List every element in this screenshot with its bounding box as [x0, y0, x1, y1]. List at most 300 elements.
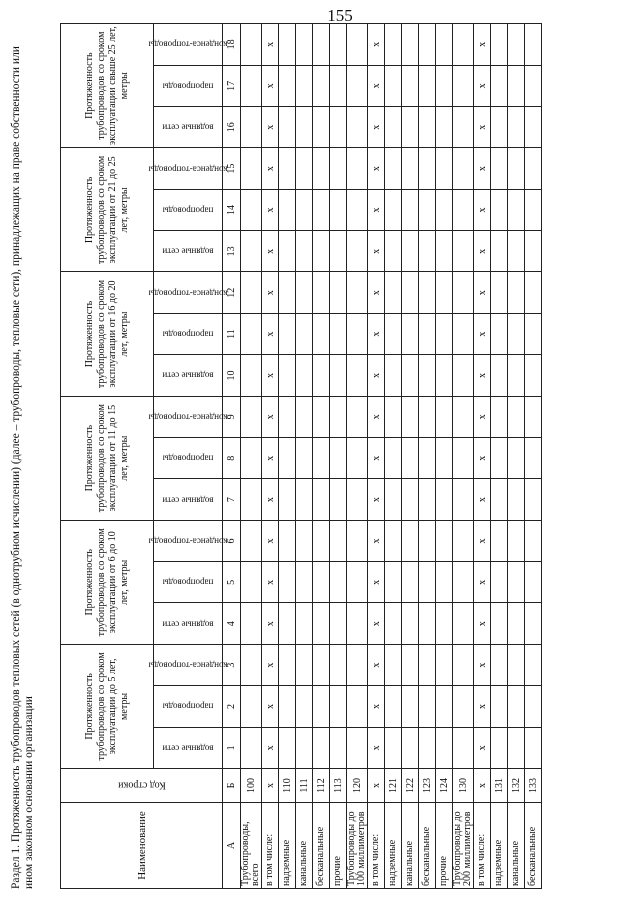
value-cell [385, 272, 402, 313]
not-applicable-mark: x [474, 562, 491, 603]
value-cell [385, 603, 402, 644]
value-cell [453, 355, 474, 396]
value-cell [313, 520, 330, 561]
row-code: 123 [419, 769, 436, 803]
value-cell [347, 148, 368, 189]
value-cell [279, 272, 296, 313]
value-cell [241, 65, 262, 106]
row-code: 121 [385, 769, 402, 803]
value-cell [436, 520, 453, 561]
value-cell [279, 231, 296, 272]
value-cell [347, 355, 368, 396]
not-applicable-mark: x [262, 438, 279, 479]
value-cell [330, 479, 347, 520]
subcolumn-header-label: водяные сети [162, 743, 214, 754]
value-cell [385, 686, 402, 727]
value-cell [419, 520, 436, 561]
header-row-groups [61, 24, 154, 889]
not-applicable-mark: x [368, 189, 385, 230]
table-row [262, 24, 279, 889]
value-cell [313, 24, 330, 66]
not-applicable-mark: x [368, 355, 385, 396]
value-cell [491, 396, 508, 437]
value-cell [347, 396, 368, 437]
value-cell [279, 479, 296, 520]
value-cell [279, 562, 296, 603]
subcolumn-header-label: паропроводы [162, 701, 214, 712]
column-number: 10 [223, 355, 241, 396]
value-cell [241, 313, 262, 354]
subcolumn-header [154, 438, 223, 479]
value-cell [330, 727, 347, 768]
value-cell [525, 313, 542, 354]
not-applicable-mark: x [474, 231, 491, 272]
value-cell [419, 313, 436, 354]
value-cell [385, 313, 402, 354]
value-cell [436, 644, 453, 685]
not-applicable-mark: x [262, 107, 279, 148]
subcolumn-header [154, 65, 223, 106]
not-applicable-mark: x [474, 24, 491, 66]
value-cell [347, 65, 368, 106]
value-cell [241, 189, 262, 230]
value-cell [491, 520, 508, 561]
column-header-code-label: Код строки [117, 780, 166, 791]
value-cell [402, 396, 419, 437]
value-cell [491, 24, 508, 66]
value-cell [419, 727, 436, 768]
subcolumn-header-label: водяные сети [162, 370, 214, 381]
value-cell [419, 107, 436, 148]
value-cell [241, 107, 262, 148]
column-number: 14 [223, 189, 241, 230]
value-cell [491, 603, 508, 644]
value-cell [313, 396, 330, 437]
value-cell [296, 148, 313, 189]
value-cell [385, 520, 402, 561]
subcolumn-header [148, 272, 228, 313]
not-applicable-mark: x [368, 438, 385, 479]
value-cell [491, 727, 508, 768]
not-applicable-mark: x [368, 520, 385, 561]
value-cell [419, 562, 436, 603]
value-cell [296, 603, 313, 644]
value-cell [453, 148, 474, 189]
value-cell [525, 727, 542, 768]
value-cell [279, 24, 296, 66]
row-name: в том числе: [474, 803, 491, 889]
row-name: прочие [436, 803, 453, 889]
value-cell [419, 189, 436, 230]
column-group-header: Протяженность трубопроводов со сроком эксплуатации от 11 до 15 лет, метры [61, 396, 154, 520]
value-cell [436, 727, 453, 768]
not-applicable-mark: x [474, 603, 491, 644]
row-code: 100 [241, 769, 262, 803]
not-applicable-mark: x [474, 520, 491, 561]
value-cell [402, 644, 419, 685]
table-row [419, 24, 436, 889]
subcolumn-header-label: конденса-топроводы [148, 660, 228, 671]
value-cell [347, 24, 368, 66]
not-applicable-mark: x [262, 727, 279, 768]
value-cell [453, 479, 474, 520]
column-group-header: Протяженность трубопроводов со сроком эксплуатации от 21 до 25 лет, метры [61, 148, 154, 272]
value-cell [241, 438, 262, 479]
value-cell [419, 24, 436, 66]
subcolumn-header-label: конденса-топроводы [148, 412, 228, 423]
value-cell [525, 603, 542, 644]
value-cell [508, 272, 525, 313]
column-number: 7 [223, 479, 241, 520]
value-cell [508, 396, 525, 437]
value-cell [279, 148, 296, 189]
row-name: канальные [508, 803, 525, 889]
value-cell [313, 231, 330, 272]
value-cell [491, 189, 508, 230]
value-cell [491, 65, 508, 106]
not-applicable-mark: x [368, 479, 385, 520]
column-number: 4 [223, 603, 241, 644]
not-applicable-mark: x [474, 727, 491, 768]
value-cell [419, 65, 436, 106]
value-cell [241, 148, 262, 189]
value-cell [508, 65, 525, 106]
subcolumn-header [154, 562, 223, 603]
value-cell [402, 148, 419, 189]
value-cell [491, 644, 508, 685]
value-cell [347, 562, 368, 603]
value-cell [241, 396, 262, 437]
row-code: х [474, 769, 491, 803]
column-number: 1 [223, 727, 241, 768]
value-cell [385, 107, 402, 148]
not-applicable-mark: x [368, 644, 385, 685]
row-name: надземные [491, 803, 508, 889]
value-cell [241, 686, 262, 727]
value-cell [279, 727, 296, 768]
value-cell [279, 686, 296, 727]
value-cell [525, 520, 542, 561]
not-applicable-mark: x [262, 24, 279, 66]
table-row [330, 24, 347, 889]
table-row [368, 24, 385, 889]
value-cell [525, 272, 542, 313]
value-cell [296, 313, 313, 354]
value-cell [491, 479, 508, 520]
value-cell [453, 313, 474, 354]
value-cell [279, 65, 296, 106]
value-cell [436, 479, 453, 520]
subcolumn-header [154, 189, 223, 230]
not-applicable-mark: x [368, 65, 385, 106]
value-cell [419, 231, 436, 272]
value-cell [347, 107, 368, 148]
value-cell [296, 686, 313, 727]
value-cell [330, 355, 347, 396]
value-cell [385, 24, 402, 66]
value-cell [419, 644, 436, 685]
value-cell [419, 148, 436, 189]
table-row [313, 24, 330, 889]
not-applicable-mark: x [262, 272, 279, 313]
not-applicable-mark: x [262, 231, 279, 272]
value-cell [241, 520, 262, 561]
value-cell [508, 727, 525, 768]
value-cell [330, 107, 347, 148]
value-cell [279, 107, 296, 148]
subcolumn-header [154, 479, 223, 520]
not-applicable-mark: x [474, 396, 491, 437]
value-cell [508, 603, 525, 644]
column-number: 16 [223, 107, 241, 148]
value-cell [525, 562, 542, 603]
value-cell [296, 479, 313, 520]
value-cell [296, 272, 313, 313]
value-cell [385, 231, 402, 272]
subcolumn-header [154, 313, 223, 354]
column-number: А [223, 803, 241, 889]
value-cell [385, 65, 402, 106]
value-cell [525, 396, 542, 437]
row-name: надземные [279, 803, 296, 889]
value-cell [241, 231, 262, 272]
value-cell [296, 438, 313, 479]
value-cell [330, 396, 347, 437]
value-cell [491, 148, 508, 189]
subcolumn-header [154, 727, 223, 768]
pipeline-length-table [60, 23, 542, 889]
subcolumn-header-label: конденса-топроводы [148, 39, 228, 50]
value-cell [347, 438, 368, 479]
column-number: 17 [223, 65, 241, 106]
value-cell [330, 65, 347, 106]
value-cell [330, 644, 347, 685]
subcolumn-header [148, 396, 228, 437]
column-number: 11 [223, 313, 241, 354]
value-cell [491, 272, 508, 313]
value-cell [347, 272, 368, 313]
value-cell [525, 231, 542, 272]
subcolumn-header [148, 148, 228, 189]
row-code: 130 [453, 769, 474, 803]
not-applicable-mark: x [474, 107, 491, 148]
value-cell [347, 520, 368, 561]
not-applicable-mark: x [368, 313, 385, 354]
value-cell [402, 562, 419, 603]
subcolumn-header-label: конденса-топроводы [148, 536, 228, 547]
value-cell [296, 562, 313, 603]
value-cell [330, 520, 347, 561]
subcolumn-header-label: паропроводы [162, 577, 214, 588]
value-cell [279, 520, 296, 561]
value-cell [347, 727, 368, 768]
value-cell [525, 148, 542, 189]
column-number: 2 [223, 686, 241, 727]
not-applicable-mark: x [262, 148, 279, 189]
value-cell [508, 644, 525, 685]
not-applicable-mark: x [368, 272, 385, 313]
value-cell [330, 231, 347, 272]
not-applicable-mark: x [262, 189, 279, 230]
value-cell [508, 313, 525, 354]
value-cell [347, 603, 368, 644]
subcolumn-header [148, 644, 228, 685]
value-cell [313, 644, 330, 685]
value-cell [385, 727, 402, 768]
subcolumn-header-label: конденса-топроводы [148, 164, 228, 175]
value-cell [525, 479, 542, 520]
value-cell [453, 189, 474, 230]
row-code: 132 [508, 769, 525, 803]
value-cell [313, 686, 330, 727]
not-applicable-mark: x [262, 686, 279, 727]
not-applicable-mark: x [262, 644, 279, 685]
value-cell [279, 189, 296, 230]
value-cell [347, 231, 368, 272]
value-cell [279, 644, 296, 685]
value-cell [508, 189, 525, 230]
value-cell [402, 520, 419, 561]
not-applicable-mark: x [474, 148, 491, 189]
value-cell [347, 313, 368, 354]
value-cell [385, 148, 402, 189]
value-cell [525, 107, 542, 148]
subcolumn-header-label: водяные сети [162, 495, 214, 506]
table-row [525, 24, 542, 889]
value-cell [241, 24, 262, 66]
value-cell [419, 479, 436, 520]
not-applicable-mark: x [262, 313, 279, 354]
row-code: 113 [330, 769, 347, 803]
not-applicable-mark: x [474, 479, 491, 520]
value-cell [508, 231, 525, 272]
value-cell [330, 24, 347, 66]
value-cell [330, 562, 347, 603]
value-cell [241, 603, 262, 644]
not-applicable-mark: x [474, 313, 491, 354]
not-applicable-mark: x [368, 686, 385, 727]
subcolumn-header-label: паропроводы [162, 453, 214, 464]
value-cell [241, 562, 262, 603]
not-applicable-mark: x [262, 603, 279, 644]
column-group-header: Протяженность трубопроводов со сроком эксплуатации свыше 25 лет, метры [61, 24, 154, 148]
value-cell [313, 107, 330, 148]
column-number: 18 [223, 24, 241, 66]
value-cell [402, 313, 419, 354]
value-cell [330, 313, 347, 354]
value-cell [402, 107, 419, 148]
value-cell [385, 438, 402, 479]
value-cell [508, 520, 525, 561]
value-cell [436, 107, 453, 148]
value-cell [313, 479, 330, 520]
not-applicable-mark: x [474, 189, 491, 230]
value-cell [436, 272, 453, 313]
row-code: 110 [279, 769, 296, 803]
value-cell [436, 686, 453, 727]
value-cell [453, 520, 474, 561]
value-cell [436, 65, 453, 106]
value-cell [279, 438, 296, 479]
subcolumn-header [154, 686, 223, 727]
value-cell [402, 65, 419, 106]
value-cell [296, 644, 313, 685]
value-cell [347, 686, 368, 727]
subcolumn-header-label: паропроводы [162, 329, 214, 340]
value-cell [296, 727, 313, 768]
column-group-header: Протяженность трубопроводов со сроком эксплуатации от 16 до 20 лет, метры [61, 272, 154, 396]
row-code: 120 [347, 769, 368, 803]
value-cell [419, 272, 436, 313]
not-applicable-mark: x [368, 603, 385, 644]
subcolumn-header-label: паропроводы [162, 81, 214, 92]
table-row [508, 24, 525, 889]
value-cell [508, 479, 525, 520]
value-cell [508, 686, 525, 727]
row-name: Трубопроводы до 100 миллиметров [347, 803, 368, 889]
value-cell [313, 148, 330, 189]
table-row [385, 24, 402, 889]
header-row-subcolumns [154, 24, 223, 889]
not-applicable-mark: x [262, 562, 279, 603]
value-cell [436, 438, 453, 479]
table-row [402, 24, 419, 889]
row-name: бесканальные [313, 803, 330, 889]
not-applicable-mark: x [474, 644, 491, 685]
value-cell [436, 189, 453, 230]
column-group-header: Протяженность трубопроводов со сроком эксплуатации от 6 до 10 лет, метры [61, 520, 154, 644]
value-cell [491, 231, 508, 272]
row-name: бесканальные [525, 803, 542, 889]
not-applicable-mark: x [474, 686, 491, 727]
value-cell [453, 603, 474, 644]
value-cell [453, 107, 474, 148]
value-cell [296, 355, 313, 396]
value-cell [453, 24, 474, 66]
value-cell [279, 603, 296, 644]
value-cell [508, 148, 525, 189]
value-cell [419, 686, 436, 727]
row-name: надземные [385, 803, 402, 889]
value-cell [508, 107, 525, 148]
value-cell [525, 24, 542, 66]
value-cell [279, 396, 296, 437]
value-cell [385, 396, 402, 437]
value-cell [296, 520, 313, 561]
not-applicable-mark: x [474, 438, 491, 479]
value-cell [508, 355, 525, 396]
value-cell [436, 396, 453, 437]
value-cell [436, 313, 453, 354]
column-header-name: Наименование [61, 803, 223, 889]
value-cell [525, 355, 542, 396]
column-number: 13 [223, 231, 241, 272]
value-cell [508, 24, 525, 66]
row-code: 111 [296, 769, 313, 803]
column-number: 9 [223, 396, 241, 437]
subcolumn-header [154, 231, 223, 272]
value-cell [330, 438, 347, 479]
not-applicable-mark: x [368, 396, 385, 437]
value-cell [491, 562, 508, 603]
value-cell [525, 686, 542, 727]
value-cell [436, 231, 453, 272]
value-cell [296, 189, 313, 230]
value-cell [453, 686, 474, 727]
value-cell [419, 396, 436, 437]
value-cell [491, 355, 508, 396]
value-cell [419, 438, 436, 479]
